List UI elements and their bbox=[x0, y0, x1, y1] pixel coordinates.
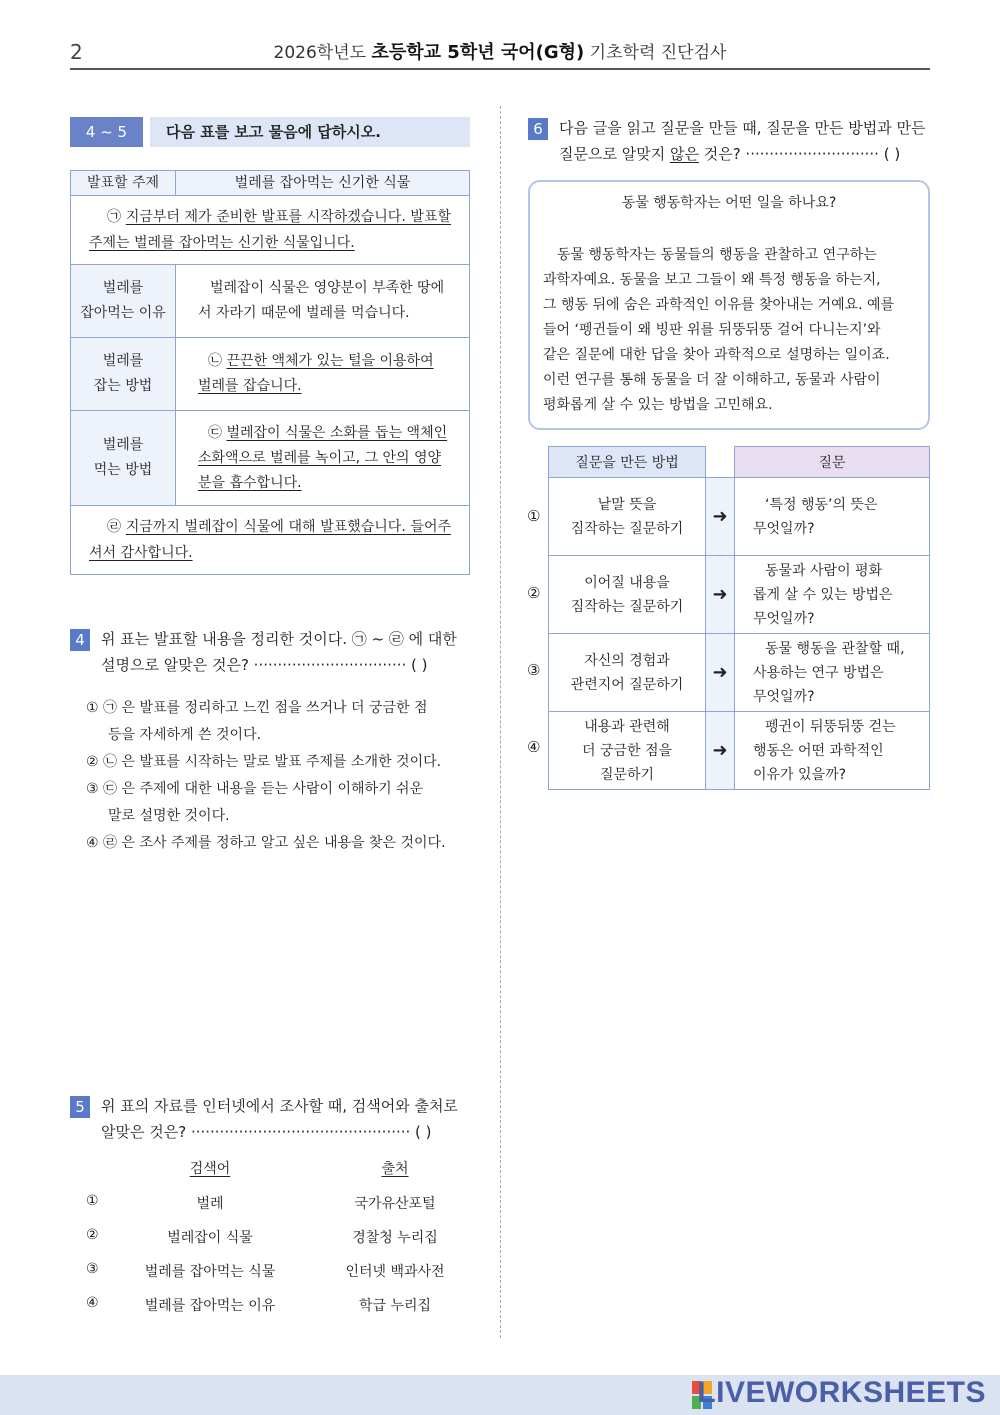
table-row bbox=[549, 556, 930, 634]
question-header: 질문 bbox=[735, 447, 930, 478]
question-5-number: 5 bbox=[70, 1096, 90, 1118]
q6-option-4[interactable]: ④ bbox=[527, 738, 541, 756]
q6-option-3[interactable]: ③ bbox=[527, 661, 541, 679]
topic-label: 발표할 주제 bbox=[71, 171, 176, 196]
option-1-cont: 등을 자세하게 쓴 것이다. bbox=[108, 727, 262, 743]
question-6-stem bbox=[559, 115, 934, 167]
q6-option-1[interactable]: ① bbox=[527, 507, 541, 525]
outro-cell bbox=[71, 506, 470, 575]
method-cell bbox=[549, 634, 706, 712]
q5-option-1-source: 국가유산포털 bbox=[354, 1196, 436, 1212]
topic-value: 벌레를 잡아먹는 신기한 식물 bbox=[176, 171, 470, 196]
method-line: 관련지어 질문하기 bbox=[570, 676, 684, 693]
row-content bbox=[176, 338, 470, 411]
row-label-line: 벌레를 bbox=[102, 280, 144, 296]
arrow-icon: ➜ bbox=[706, 478, 735, 556]
question-line: 무엇일까? bbox=[753, 610, 815, 627]
passage-title: 동물 행동학자는 어떤 일을 하나요? bbox=[621, 195, 837, 211]
arrow-icon: ➜ bbox=[706, 712, 735, 790]
q6-text-b: 것은? ···························· ( ) bbox=[698, 145, 901, 163]
q5-option-2-keyword: 벌레잡이 식물 bbox=[167, 1230, 253, 1246]
presentation-table bbox=[70, 170, 470, 575]
mark-c: ㉢ bbox=[208, 424, 222, 441]
row-label bbox=[71, 265, 176, 338]
q5-option-1-num[interactable]: ① bbox=[86, 1193, 99, 1209]
question-4-stem bbox=[101, 626, 476, 678]
method-line: 낱말 뜻을 bbox=[597, 496, 657, 513]
question-line: 롭게 살 수 있는 방법은 bbox=[753, 586, 893, 603]
question-4-line: 설명으로 알맞은 것은? ································ ( ) bbox=[101, 656, 428, 674]
section-range: 4 ~ 5 bbox=[70, 117, 143, 147]
table-row bbox=[71, 338, 470, 411]
row-label bbox=[71, 411, 176, 506]
question-5-line: 알맞은 것은? ·············································· ( ) bbox=[101, 1123, 432, 1141]
option-3[interactable] bbox=[86, 776, 476, 803]
option-text: ㉠ 은 발표를 정리하고 느낀 점을 쓰거나 더 궁금한 점 bbox=[103, 700, 428, 716]
exam-title: 초등학교 5학년 국어(G형) bbox=[371, 42, 585, 63]
row-text: 벌레잡이 식물은 소화를 돕는 액체인 소화액으로 벌레를 녹이고, 그 안의 영양분을 흡수합니다. bbox=[198, 424, 448, 491]
question-5-line: 위 표의 자료를 인터넷에서 조사할 때, 검색어와 출처로 bbox=[101, 1097, 458, 1115]
option-number: ③ bbox=[86, 781, 99, 797]
passage-line: 이런 연구를 통해 동물을 더 잘 이해하고, 동물과 사람이 bbox=[543, 372, 881, 388]
option-text: ㉡ 은 발표를 시작하는 말로 발표 주제를 소개한 것이다. bbox=[103, 754, 442, 770]
method-header: 질문을 만든 방법 bbox=[549, 447, 706, 478]
passage-line: 동물 행동학자는 동물들의 행동을 관찰하고 연구하는 bbox=[557, 247, 877, 263]
question-5-stem bbox=[101, 1093, 476, 1145]
table-row bbox=[71, 196, 470, 265]
passage-line: 평화롭게 살 수 있는 방법을 고민해요. bbox=[543, 397, 773, 413]
q5-option-3-num[interactable]: ③ bbox=[86, 1261, 99, 1277]
liveworksheets-logo[interactable]: LIVEWORKSHEETS bbox=[697, 1376, 986, 1409]
method-cell bbox=[549, 478, 706, 556]
row-content bbox=[176, 265, 470, 338]
q5-option-2-source: 경찰청 누리집 bbox=[352, 1230, 438, 1246]
q5-option-3-keyword: 벌레를 잡아먹는 식물 bbox=[144, 1264, 276, 1280]
arrow-icon: ➜ bbox=[706, 634, 735, 712]
question-line: 동물과 사람이 평화 bbox=[765, 562, 883, 579]
column-divider bbox=[500, 106, 501, 1338]
row-content bbox=[176, 411, 470, 506]
table-row bbox=[549, 478, 930, 556]
question-cell bbox=[735, 556, 930, 634]
question-line: 행동은 어떤 과학적인 bbox=[753, 742, 884, 759]
method-line: 질문하기 bbox=[599, 766, 655, 783]
option-2[interactable] bbox=[86, 749, 476, 776]
table-header-row bbox=[549, 447, 930, 478]
q5-option-2-num[interactable]: ② bbox=[86, 1227, 99, 1243]
table-row bbox=[71, 265, 470, 338]
method-cell bbox=[549, 712, 706, 790]
intro-text: 지금부터 제가 준비한 발표를 시작하겠습니다. 발표할 주제는 벌레를 잡아먹는 신기한 식물입니다. bbox=[89, 209, 451, 251]
question-cell bbox=[735, 478, 930, 556]
method-line: 자신의 경험과 bbox=[584, 652, 670, 669]
method-line: 짐작하는 질문하기 bbox=[570, 520, 684, 537]
passage-body bbox=[543, 243, 918, 418]
question-4-line: 위 표는 발표할 내용을 정리한 것이다. ㉠ ~ ㉣ 에 대한 bbox=[101, 630, 457, 648]
exam-year: 2026학년도 bbox=[273, 43, 367, 63]
arrow-icon: ➜ bbox=[706, 556, 735, 634]
table-row bbox=[71, 506, 470, 575]
row-label bbox=[71, 338, 176, 411]
option-number: ④ bbox=[86, 835, 99, 851]
q6-option-2[interactable]: ② bbox=[527, 584, 541, 602]
row-text: 끈끈한 액체가 있는 털을 이용하여 벌레를 잡습니다. bbox=[198, 353, 434, 394]
row-label-line: 먹는 방법 bbox=[93, 462, 153, 478]
row-label-line: 벌레를 bbox=[102, 437, 144, 453]
mark-d: ㉣ bbox=[107, 519, 122, 535]
source-header: 출처 bbox=[381, 1161, 409, 1177]
method-line: 내용과 관련해 bbox=[584, 718, 670, 735]
option-number: ① bbox=[86, 700, 99, 716]
question-line: 이유가 있을까? bbox=[753, 766, 847, 783]
method-cell bbox=[549, 556, 706, 634]
row-label-line: 잡는 방법 bbox=[93, 378, 153, 394]
question-line: ‘특정 행동’의 뜻은 bbox=[765, 496, 878, 513]
table-row bbox=[549, 634, 930, 712]
q5-option-3-source: 인터넷 백과사전 bbox=[345, 1264, 445, 1280]
outro-text: 지금까지 벌레잡이 식물에 대해 발표했습니다. 들어주셔서 감사합니다. bbox=[89, 519, 451, 561]
question-line: 사용하는 연구 방법은 bbox=[753, 664, 884, 681]
q5-option-4-num[interactable]: ④ bbox=[86, 1295, 99, 1311]
mark-a: ㉠ bbox=[107, 209, 122, 225]
passage-line: 같은 질문에 대한 답을 찾아 과학적으로 설명하는 일이죠. bbox=[543, 347, 890, 363]
method-line: 더 궁금한 점을 bbox=[581, 742, 673, 759]
option-3-cont: 말로 설명한 것이다. bbox=[108, 808, 230, 824]
question-4-options bbox=[86, 695, 476, 857]
header-gap bbox=[706, 447, 735, 478]
intro-cell bbox=[71, 196, 470, 265]
question-line: 동물 행동을 관찰할 때, bbox=[765, 640, 905, 657]
exam-subtitle: 기초학력 진단검사 bbox=[589, 43, 727, 63]
option-1[interactable] bbox=[86, 695, 476, 722]
passage-line: 그 행동 뒤에 숨은 과학적인 이유를 찾아내는 거예요. 예를 bbox=[543, 297, 895, 313]
page-title bbox=[0, 38, 1000, 64]
option-number: ② bbox=[86, 754, 99, 770]
row-text: 벌레잡이 식물은 영양분이 부족한 땅에서 자라기 때문에 벌레를 먹습니다. bbox=[198, 280, 445, 321]
option-text: ㉢ 은 주제에 대한 내용을 듣는 사람이 이해하기 쉬운 bbox=[103, 781, 424, 797]
passage-line: 들어 ‘펭귄들이 왜 빙판 위를 뒤뚱뒤뚱 걸어 다니는지’와 bbox=[543, 322, 881, 338]
table-row bbox=[71, 411, 470, 506]
table-row bbox=[549, 712, 930, 790]
mark-b: ㉡ bbox=[208, 353, 222, 369]
question-4-number: 4 bbox=[70, 629, 90, 651]
keyword-header: 검색어 bbox=[189, 1161, 231, 1177]
question-line: 펭귄이 뒤뚱뒤뚱 걷는 bbox=[765, 718, 896, 735]
q5-option-4-source: 학급 누리집 bbox=[358, 1298, 432, 1314]
table-row bbox=[71, 171, 470, 196]
q5-option-4-keyword: 벌레를 잡아먹는 이유 bbox=[144, 1298, 276, 1314]
header-rule bbox=[70, 68, 930, 70]
option-4[interactable] bbox=[86, 830, 476, 857]
question-method-table bbox=[548, 446, 930, 790]
question-cell bbox=[735, 712, 930, 790]
row-label-line: 잡아먹는 이유 bbox=[80, 305, 166, 321]
section-instruction: 다음 표를 보고 물음에 답하시오. bbox=[150, 117, 470, 147]
q6-text-underlined: 않은 bbox=[669, 145, 699, 163]
method-line: 이어질 내용을 bbox=[584, 574, 670, 591]
question-line: 무엇일까? bbox=[753, 688, 815, 705]
question-line: 무엇일까? bbox=[753, 520, 815, 537]
q6-text-a: 질문으로 알맞지 bbox=[559, 145, 670, 163]
method-line: 짐작하는 질문하기 bbox=[570, 598, 684, 615]
question-cell bbox=[735, 634, 930, 712]
q5-option-1-keyword: 벌레 bbox=[196, 1196, 224, 1212]
question-6-line: 다음 글을 읽고 질문을 만들 때, 질문을 만든 방법과 만든 bbox=[559, 119, 926, 137]
option-text: ㉣ 은 조사 주제를 정하고 알고 싶은 내용을 찾은 것이다. bbox=[103, 835, 446, 851]
question-6-number: 6 bbox=[528, 118, 548, 140]
row-label-line: 벌레를 bbox=[102, 353, 144, 369]
question-6-line bbox=[559, 141, 934, 167]
passage-line: 과학자예요. 동물을 보고 그들이 왜 특정 행동을 하는지, bbox=[543, 272, 881, 288]
page-number: 2 bbox=[70, 40, 83, 64]
